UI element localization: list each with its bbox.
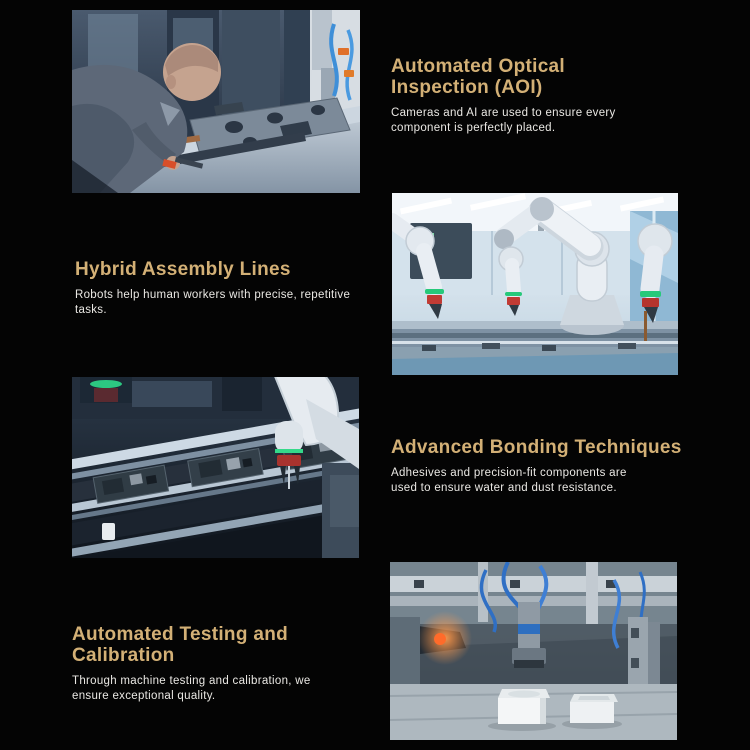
section-testing-body: Through machine testing and calibration, we ensure exceptional quality. — [72, 675, 311, 702]
white-robotic-arms-assembly-line-photo — [392, 193, 678, 375]
section-aoi-body: Cameras and AI are used to ensure every component is perfectly placed. — [391, 107, 616, 134]
worker-inspecting-machined-part-photo — [72, 10, 360, 193]
section-hybrid-assembly-heading: Hybrid Assembly Lines — [75, 259, 291, 280]
section-bonding-body: Adhesives and precision-fit components are used to ensure water and dust resistance. — [391, 467, 627, 494]
section-hybrid-assembly — [75, 259, 360, 318]
worker-machine-illustration — [72, 10, 360, 193]
robotic-arm-circuit-board-conveyor-photo — [72, 377, 359, 558]
robot-arms-illustration — [392, 193, 678, 375]
automated-testing-machine-photo — [390, 562, 677, 740]
section-testing — [72, 624, 322, 704]
section-hybrid-assembly-body: Robots help human workers with precise, repetitive tasks. — [75, 289, 351, 316]
testing-machine-illustration — [390, 562, 677, 740]
section-testing-heading: Automated Testing and Calibration — [72, 624, 289, 666]
section-bonding — [391, 437, 682, 496]
assembly-line-illustration — [72, 377, 359, 558]
section-aoi — [391, 56, 641, 136]
section-bonding-heading: Advanced Bonding Techniques — [391, 437, 682, 458]
section-aoi-heading: Automated Optical Inspection (AOI) — [391, 56, 566, 98]
